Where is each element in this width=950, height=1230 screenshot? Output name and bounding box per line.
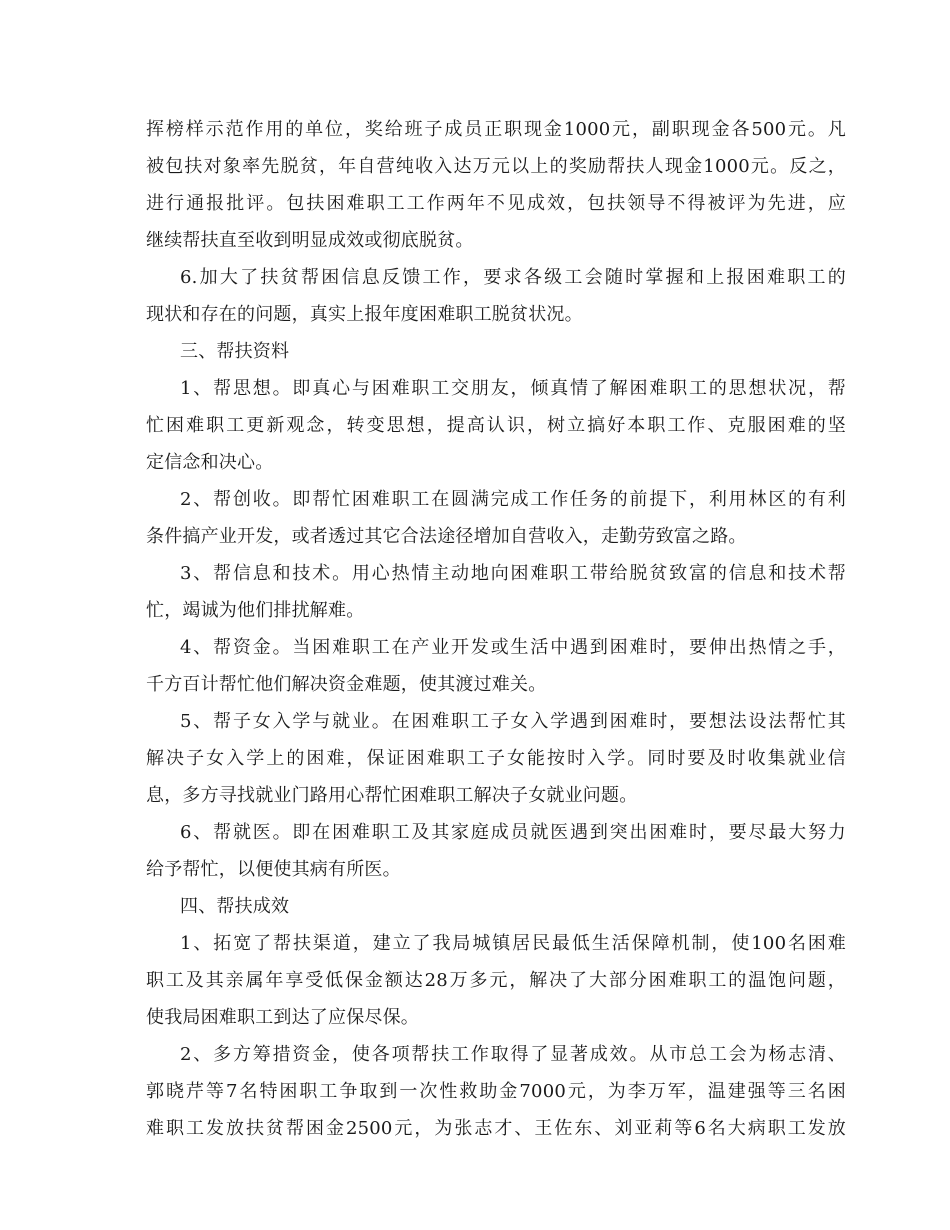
text-line: 1、帮思想。即真心与困难职工交朋友，倾真情了解困难职工的思想状况，帮 [180, 378, 846, 399]
text-line: 进行通报批评。包扶困难职工工作两年不见成效，包扶领导不得被评为先进，应 [146, 193, 846, 214]
text-line: 挥榜样示范作用的单位，奖给班子成员正职现金1000元，副职现金各500元。凡 [146, 119, 846, 140]
text-line: 息，多方寻找就业门路用心帮忙困难职工解决子女就业问题。 [146, 785, 638, 806]
text-line: 定信念和决心。 [146, 452, 274, 473]
text-line: 解决子女入学上的困难，保证困难职工子女能按时入学。同时要及时收集就业信 [146, 748, 846, 769]
text-line: 5、帮子女入学与就业。在困难职工子女入学遇到困难时，要想法设法帮忙其 [180, 711, 846, 732]
text-line: 6.加大了扶贫帮困信息反馈工作，要求各级工会随时掌握和上报困难职工的 [180, 267, 846, 288]
text-line: 现状和存在的问题，真实上报年度困难职工脱贫状况。 [146, 304, 583, 325]
text-line: 被包扶对象率先脱贫，年自营纯收入达万元以上的奖励帮扶人现金1000元。反之， [146, 156, 846, 177]
text-line: 6、帮就医。即在困难职工及其家庭成员就医遇到突出困难时，要尽最大努力 [180, 822, 846, 843]
text-line: 千方百计帮忙他们解决资金难题，使其渡过难关。 [146, 674, 547, 695]
text-line: 3、帮信息和技术。用心热情主动地向困难职工带给脱贫致富的信息和技术帮 [180, 563, 846, 584]
text-line: 使我局困难职工到达了应保尽保。 [146, 1007, 419, 1028]
text-line: 条件搞产业开发，或者透过其它合法途径增加自营收入，走勤劳致富之路。 [146, 526, 747, 547]
text-line: 给予帮忙，以便使其病有所医。 [146, 859, 401, 880]
section-heading: 三、帮扶资料 [180, 341, 290, 362]
text-line: 继续帮扶直至收到明显成效或彻底脱贫。 [146, 230, 474, 251]
text-line: 忙，竭诚为他们排扰解难。 [146, 600, 365, 621]
text-line: 郭晓芹等7名特困职工争取到一次性救助金7000元，为李万军，温建强等三名困 [146, 1081, 846, 1102]
text-line: 4、帮资金。当困难职工在产业开发或生活中遇到困难时，要伸出热情之手， [180, 637, 846, 658]
text-line: 2、帮创收。即帮忙困难职工在圆满完成工作任务的前提下，利用林区的有利 [180, 489, 846, 510]
text-line: 2、多方筹措资金，使各项帮扶工作取得了显著成效。从市总工会为杨志清、 [180, 1044, 846, 1065]
text-line: 职工及其亲属年享受低保金额达28万多元，解决了大部分困难职工的温饱问题， [146, 970, 846, 991]
text-line: 1、拓宽了帮扶渠道，建立了我局城镇居民最低生活保障机制，使100名困难 [180, 933, 846, 954]
section-heading: 四、帮扶成效 [180, 896, 290, 917]
text-line: 忙困难职工更新观念，转变思想，提高认识，树立搞好本职工作、克服困难的坚 [146, 415, 846, 436]
text-line: 难职工发放扶贫帮困金2500元，为张志才、王佐东、刘亚莉等6名大病职工发放 [146, 1118, 846, 1139]
